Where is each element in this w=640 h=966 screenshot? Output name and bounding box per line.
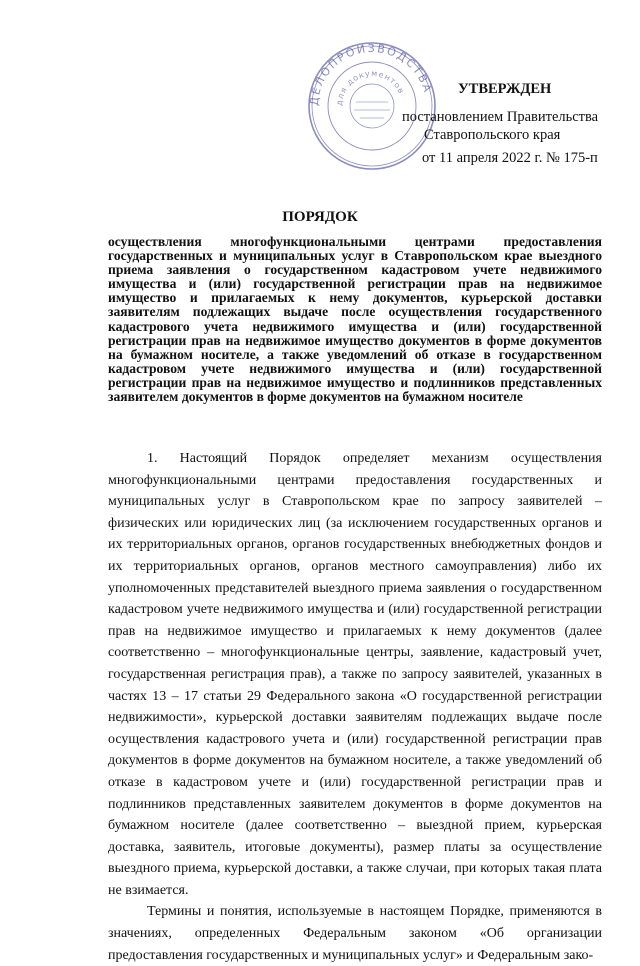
- svg-text:для документов: [335, 69, 406, 106]
- seal-inner-text: для документов: [334, 68, 407, 107]
- approval-date: от 11 апреля 2022 г. № 175-п: [422, 150, 598, 166]
- paragraph: 1. Настоящий Порядок определяет механизм осуществления многофункциональными центрами предоставления государственных и муниципальных услуг в Ставропольском крае по запросу заявителей – физических или юридических лиц (за исключением государственных органов и их территориальных органов, органов государственных внебюджетных фондов и их территориальных органов, органов местного самоуправления) либо их уполномоченных представителей выездного приема заявления о государственном кадастровом учете недвижимого имущества и (или) государственной регистрации прав на недвижимое имущество и прилагаемых к нему документов (далее соответственно – многофункциональные центры, заявление, кадастровый учет, государственная регистрация прав), а также по запросу заявителей, указанных в частях 13 – 17 статьи 29 Федерального закона «О государственной регистрации недвижимости», курьерской доставки заявителям подлежащих выдаче после осуществления кадастрового учета и (или) государственной регистрации прав документов в форме документов на бумажном носителе, а также уведомлений об отказе в кадастровом учете и (или) государственной регистрации прав и подлинников представленных заявителем документов в форме документов на бумажном носителе (далее соответственно – выездной прием, курьерская доставка, заявитель, итоговые документы), размер платы за осуществление выездного приема, курьерской доставки, а также случаи, при которых такая плата не взимается.: [108, 451, 602, 898]
- document-title: ПОРЯДОК: [282, 209, 358, 225]
- approval-government-line: Ставропольского края: [424, 127, 561, 143]
- approval-decree-line: постановлением Правительства: [402, 109, 599, 125]
- paragraph: Термины и понятия, используемые в настоящем Порядке, применяются в значениях, определенных Федеральным законом «Об организации предоставления государственных и муниципальных услуг» и Федеральным зако-: [108, 904, 602, 963]
- approval-title: УТВЕРЖДЕН: [458, 81, 552, 97]
- seal-icon: [306, 40, 438, 172]
- official-seal-stamp: [306, 40, 438, 172]
- seal-outer-text: ДЕЛОПРОИЗВОДСТВА: [307, 41, 435, 107]
- document-body: [108, 448, 602, 966]
- document-heading: осуществления многофункциональными центрами предоставления государственных и муниципальных услуг в Ставропольском крае выездного приема заявления о государственном кадастровом учете недвижимого имущества и (или) государственной регистрации прав на недвижимое имущество и прилагаемых к нему документов, курьерской доставки заявителям подлежащих выдаче после осуществления государственного кадастрового учета недвижимого имущества и (или) государственной регистрации прав на недвижимое имущество документов в форме документов на бумажном носителе, а также уведомлений об отказе в государственном кадастровом учете недвижимого имущества и (или) государственной регистрации прав на недвижимое имущество и подлинников представленных заявителем документов в форме документов на бумажном носителе: [108, 234, 602, 405]
